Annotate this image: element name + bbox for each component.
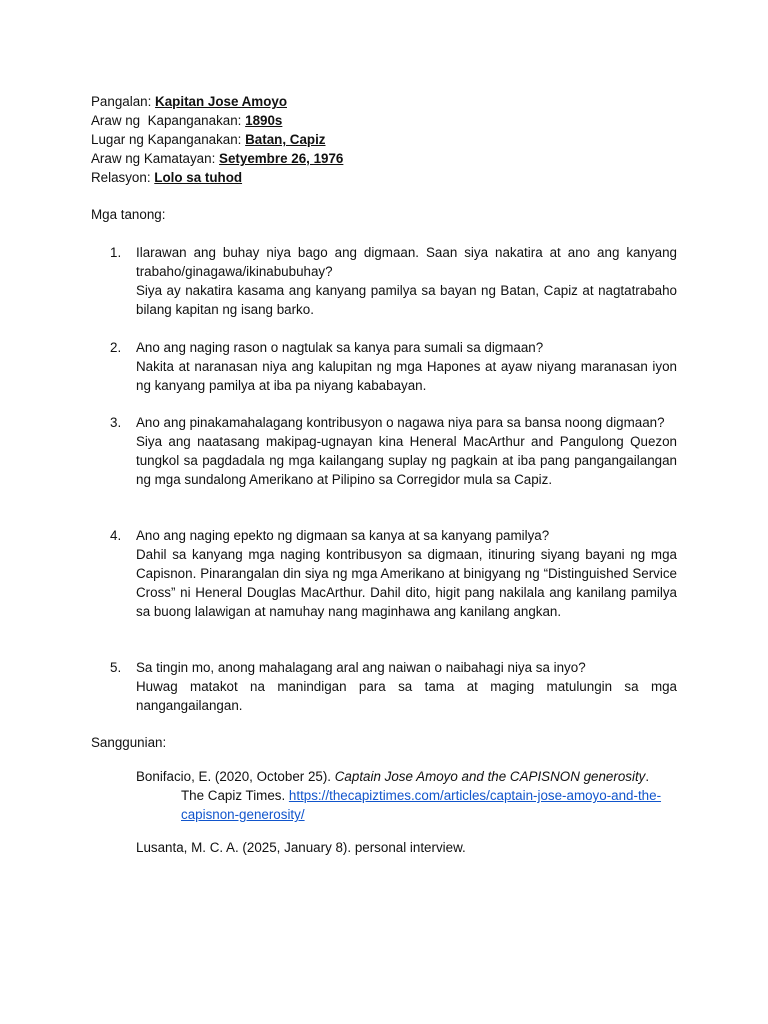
reference-item-1: [136, 767, 696, 824]
answer-text: Siya ay nakatira kasama ang kanyang pamilya sa bayan ng Batan, Capiz at nagtatrabaho bilang kapitan ng isang barko.: [136, 283, 677, 317]
question-text: Ano ang naging epekto ng digmaan sa kanya at sa kanyang pamilya?: [136, 528, 550, 543]
references-heading: Sanggunian:: [91, 735, 167, 750]
reference-publisher: The Capiz Times.: [181, 788, 289, 803]
question-item-2: [110, 338, 677, 395]
question-item-3: [110, 413, 677, 489]
death-value: Setyembre 26, 1976: [219, 151, 344, 166]
birth-label: Araw ng Kapanganakan:: [91, 113, 242, 128]
name-value: Kapitan Jose Amoyo: [155, 94, 287, 109]
question-number: 1.: [110, 245, 122, 260]
relation-label: Relasyon:: [91, 170, 151, 185]
death-label: Araw ng Kamatayan:: [91, 151, 216, 166]
birthplace-label: Lugar ng Kapanganakan:: [91, 132, 242, 147]
birthplace-row: [91, 130, 691, 149]
question-number: 2.: [110, 340, 122, 355]
question-item-5: [110, 658, 677, 715]
birth-value: 1890s: [245, 113, 283, 128]
question-text: Ano ang naging rason o nagtulak sa kanya para sumali sa digmaan?: [136, 340, 544, 355]
reference-text: Lusanta, M. C. A. (2025, January 8). personal interview.: [136, 840, 466, 855]
answer-text: Huwag matakot na manindigan para sa tama at maging matulungin sa mga nangangailangan.: [136, 679, 677, 713]
name-row: [91, 92, 691, 111]
answer-text: Siya ang naatasang makipag-ugnayan kina Heneral MacArthur and Pangulong Quezon tungkol sa pagdadala ng mga kailangang suplay ng pagkain at iba pang pangangailangan ng mga sundalong Amerikano at Pilipino sa Corregidor mula sa Capiz.: [136, 434, 677, 487]
question-number: 4.: [110, 528, 122, 543]
question-text: Ilarawan ang buhay niya bago ang digmaan. Saan siya nakatira at ano ang kanyang trabaho/ginagawa/ikinabubuhay?: [136, 245, 677, 279]
answer-text: Nakita at naranasan niya ang kalupitan ng mga Hapones at ayaw niyang maranasan iyon ng kanyang pamilya at iba pa niyang kababayan.: [136, 359, 677, 393]
question-item-4: [110, 526, 677, 621]
death-row: [91, 149, 691, 168]
relation-value: Lolo sa tuhod: [154, 170, 243, 185]
question-text: Sa tingin mo, anong mahalagang aral ang naiwan o naibahagi niya sa inyo?: [136, 660, 586, 675]
reference-link[interactable]: https://thecapiztimes.com/articles/captain-jose-amoyo-and-the-capisnon-generosity/: [181, 788, 662, 822]
birthplace-value: Batan, Capiz: [245, 132, 326, 147]
name-label: Pangalan:: [91, 94, 152, 109]
question-item-1: [110, 243, 677, 319]
question-text: Ano ang pinakamahalagang kontribusyon o nagawa niya para sa bansa noong digmaan?: [136, 415, 665, 430]
questions-heading: Mga tanong:: [91, 207, 166, 222]
reference-author-date: Bonifacio, E. (2020, October 25).: [136, 769, 335, 784]
relation-row: [91, 168, 691, 187]
question-number: 3.: [110, 415, 122, 430]
birth-row: [91, 111, 691, 130]
reference-title: Captain Jose Amoyo and the CAPISNON generosity: [334, 769, 646, 784]
question-number: 5.: [110, 660, 122, 675]
profile-block: [91, 92, 691, 187]
reference-item-2: [136, 838, 696, 857]
answer-text: Dahil sa kanyang mga naging kontribusyon sa digmaan, itinuring siyang bayani ng mga Capisnon. Pinarangalan din siya ng mga Amerikano at binigyang ng “Distinguished Service Cross” ni Heneral Douglas MacArthur. Dahil dito, higit pang nakilala ang kanilang pamilya sa buong lalawigan at namuhay nang maginhawa ang kanilang angkan.: [136, 547, 677, 619]
reference-title-end: .: [645, 769, 650, 784]
